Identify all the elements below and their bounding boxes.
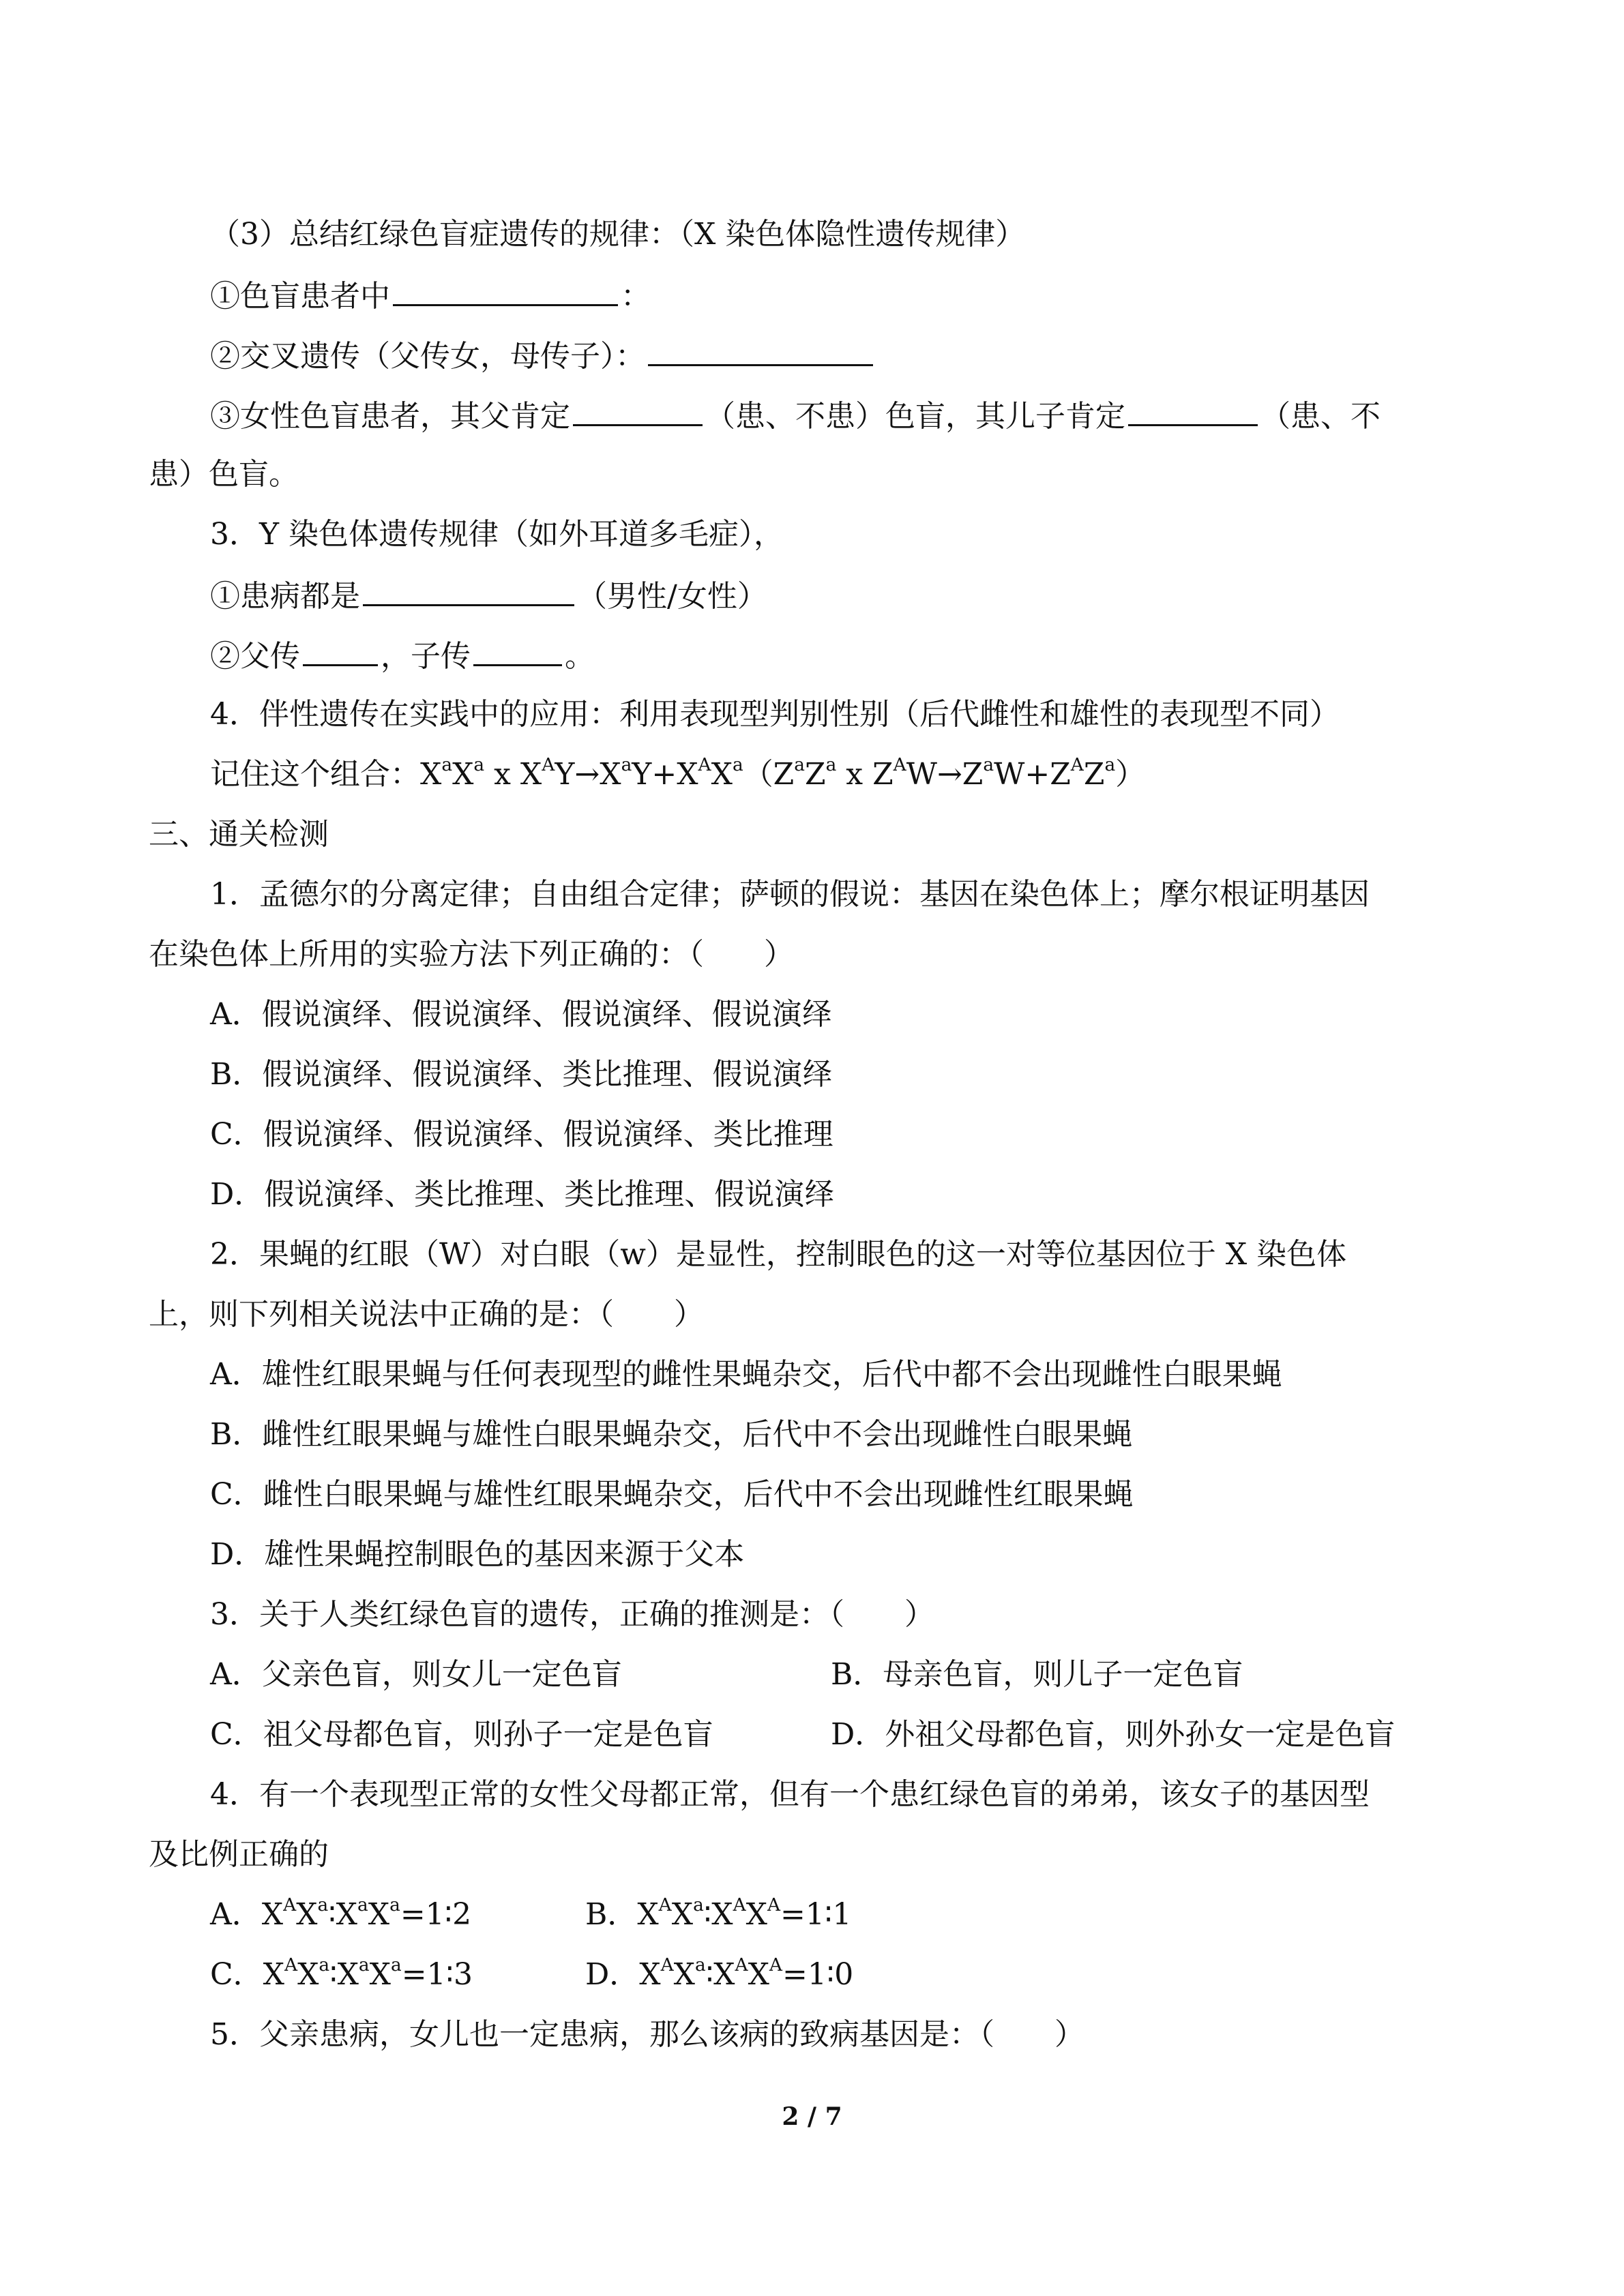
option-ratio: =1∶3 [401, 1957, 473, 1992]
blank-field [363, 574, 574, 606]
q3-option-a: A．父亲色盲，则女儿一定色盲 [210, 1657, 622, 1692]
y-rule-2-text-b: ，子传 [381, 639, 471, 674]
y-rule-1 [210, 574, 767, 617]
remember-formula [210, 754, 1145, 795]
rule-3 [210, 394, 1381, 437]
rule-2-text: ②交叉遗传（父传女，母传子）： [210, 339, 645, 374]
q4-option-a: A．$X^AX^a∶X^aX^a=1∶2$ [210, 1894, 472, 1932]
question-1: 1．孟德尔的分离定律；自由组合定律；萨顿的假说：基因在染色体上；摩尔根证明基因 [210, 877, 1370, 912]
rule-1-text: ①色盲患者中 [210, 279, 390, 314]
q3-option-c: C．祖父母都色盲，则孙子一定是色盲 [210, 1717, 713, 1752]
blank-field [473, 634, 562, 666]
rule-3-text-a: ③女性色盲患者，其父肯定 [210, 399, 570, 434]
q2-option-d: D．雄性果蝇控制眼色的基因来源于父本 [210, 1537, 745, 1572]
question-2: 2．果蝇的红眼（W）对白眼（w）是显性，控制眼色的这一对等位基因位于 X 染色体 [210, 1237, 1347, 1272]
remember-label: 记住这个组合： [210, 757, 420, 792]
q2-option-a: A．雄性红眼果蝇与任何表现型的雌性果蝇杂交，后代中都不会出现雌性白眼果蝇 [210, 1357, 1282, 1392]
y-rule-2 [210, 634, 595, 677]
question-4-continued: 及比例正确的 [149, 1837, 329, 1872]
q3-option-b: B．母亲色盲，则儿子一定色盲 [831, 1657, 1243, 1692]
y-rule-2-text-c: 。 [565, 639, 595, 674]
application-line: 4．伴性遗传在实践中的应用：利用表现型判别性别（后代雌性和雄性的表现型不同） [210, 697, 1340, 732]
q2-option-b: B．雌性红眼果蝇与雄性白眼果蝇杂交，后代中不会出现雌性白眼果蝇 [210, 1417, 1133, 1452]
option-label: B． [585, 1897, 638, 1932]
q1-option-c: C．假说演绎、假说演绎、假说演绎、类比推理 [210, 1117, 833, 1152]
q1-option-a: A．假说演绎、假说演绎、假说演绎、假说演绎 [210, 997, 832, 1032]
rule-3-continued: 患）色盲。 [149, 457, 299, 492]
blank-field [648, 334, 873, 366]
question-3: 3．关于人类红绿色盲的遗传，正确的推测是：（ ） [210, 1597, 934, 1632]
rule-1-end: ： [621, 279, 651, 314]
blank-field [303, 634, 378, 666]
q1-option-d: D．假说演绎、类比推理、类比推理、假说演绎 [210, 1177, 835, 1212]
page-number: 2 / 7 [782, 2102, 842, 2131]
y-rule-2-text-a: ②父传 [210, 639, 300, 674]
y-rule-1-end: （男性/女性） [577, 579, 767, 614]
rule-2 [210, 334, 876, 377]
option-ratio: =1∶1 [780, 1897, 852, 1932]
option-label: C． [210, 1957, 263, 1992]
blank-field [1128, 394, 1258, 426]
question-5: 5．父亲患病，女儿也一定患病，那么该病的致病基因是：（ ） [210, 2017, 1084, 2052]
q1-option-b: B．假说演绎、假说演绎、类比推理、假说演绎 [210, 1057, 833, 1092]
question-4: 4．有一个表现型正常的女性父母都正常，但有一个患红绿色盲的弟弟，该女子的基因型 [210, 1777, 1370, 1812]
cross-formula: $X^aX^a$ x $X^AY\to X^aY+X^AX^a(Z^aZ^a$ x $Z^AW\to Z^aW+Z^AZ^a$） [420, 754, 1146, 792]
option-ratio: =1∶2 [400, 1897, 472, 1932]
section-3-heading: 三、通关检测 [149, 817, 329, 852]
q4-option-b: B．$X^AX^a∶X^AX^A=1∶1$ [585, 1894, 852, 1932]
rule-3-text-b: （患、不患）色盲，其儿子肯定 [705, 399, 1125, 434]
option-ratio: =1∶0 [782, 1957, 854, 1992]
rule-1 [210, 274, 651, 317]
q2-option-c: C．雌性白眼果蝇与雄性红眼果蝇杂交，后代中不会出现雌性红眼果蝇 [210, 1477, 1134, 1512]
y-rule-1-text: ①患病都是 [210, 579, 360, 614]
y-inheritance-title: 3．Y 染色体遗传规律（如外耳道多毛症）， [210, 517, 784, 552]
q3-option-d: D．外祖父母都色盲，则外孙女一定是色盲 [831, 1717, 1396, 1752]
option-label: A． [210, 1897, 262, 1932]
q4-option-c: C．$X^AX^a∶X^aX^a=1∶3$ [210, 1954, 473, 1992]
blank-field [573, 394, 703, 426]
subsection-3-title: （3）总结红绿色盲症遗传的规律：（X 染色体隐性遗传规律） [210, 217, 1026, 252]
option-label: D． [585, 1957, 640, 1992]
rule-3-text-c: （患、不 [1260, 399, 1381, 434]
question-2-continued: 上，则下列相关说法中正确的是：（ ） [149, 1297, 704, 1332]
blank-field [393, 274, 618, 306]
question-1-continued: 在染色体上所用的实验方法下列正确的：（ ） [149, 937, 794, 972]
q4-option-d: D．$X^AX^a∶X^AX^A=1∶0$ [585, 1954, 854, 1992]
